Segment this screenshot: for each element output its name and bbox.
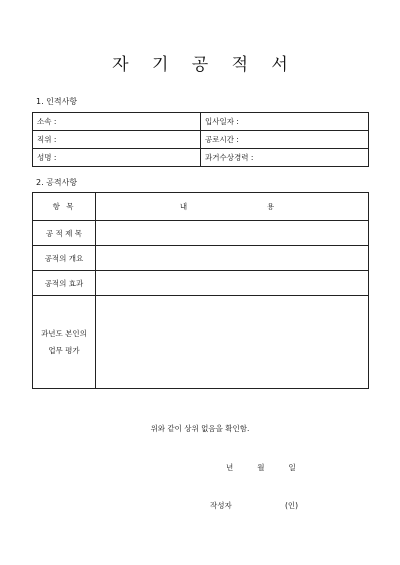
year-label: 년	[226, 463, 234, 472]
service-time-field[interactable]: 공로시간 :	[201, 131, 369, 149]
self-evaluation-label-line2: 업무 평가	[48, 346, 80, 355]
seal-mark: (인)	[285, 501, 299, 510]
author-label: 작성자	[210, 501, 232, 510]
table-row	[33, 221, 369, 246]
achievement-summary-label: 공적의 개요	[33, 246, 96, 271]
achievement-effect-label: 공적의 효과	[33, 271, 96, 296]
table-row	[33, 246, 369, 271]
achievement-title-field[interactable]	[96, 221, 369, 246]
table-row	[33, 131, 369, 149]
affiliation-field[interactable]: 소속 :	[33, 113, 201, 131]
header-item-label: 항 목	[52, 202, 76, 211]
hire-date-field[interactable]: 입사일자 :	[201, 113, 369, 131]
achievement-title-label: 공 적 제 목	[33, 221, 96, 246]
self-evaluation-field[interactable]	[96, 296, 369, 389]
personal-info-table	[32, 112, 369, 167]
date-line	[226, 462, 296, 473]
table-row	[33, 149, 369, 167]
table-row	[33, 271, 369, 296]
header-content	[96, 193, 369, 221]
confirmation-text: 위와 같이 상위 없음을 확인함.	[150, 424, 250, 433]
day-label: 일	[288, 463, 296, 472]
past-awards-field[interactable]: 과거수상경력 :	[201, 149, 369, 167]
header-content-label-2: 용	[266, 202, 275, 211]
month-label: 월	[257, 463, 265, 472]
header-item	[33, 193, 96, 221]
header-content-label-1: 내	[179, 202, 188, 211]
section-achievement-heading: 2. 공적사항	[36, 178, 78, 187]
self-evaluation-label-line1: 과년도 본인의	[41, 329, 87, 338]
name-field[interactable]: 성명 :	[33, 149, 201, 167]
achievement-summary-field[interactable]	[96, 246, 369, 271]
table-header-row	[33, 193, 369, 221]
table-row	[33, 113, 369, 131]
self-evaluation-label	[33, 296, 96, 389]
section-personal-heading: 1. 인적사항	[36, 97, 78, 106]
position-field[interactable]: 직위 :	[33, 131, 201, 149]
achievement-effect-field[interactable]	[96, 271, 369, 296]
document-title: 자 기 공 적 서	[112, 55, 297, 75]
achievement-table	[32, 192, 369, 389]
table-row	[33, 296, 369, 389]
